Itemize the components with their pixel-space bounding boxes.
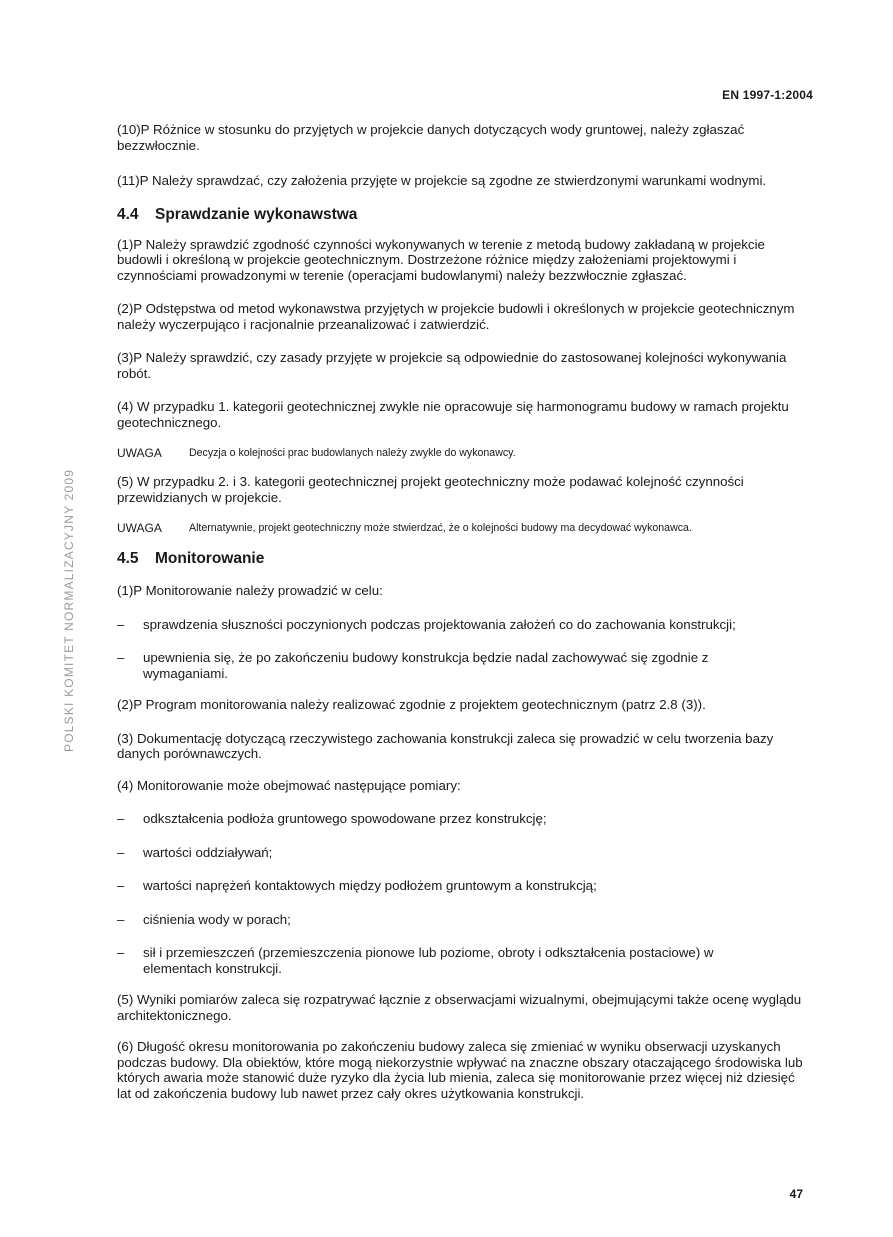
list-dash: – — [117, 650, 125, 665]
page-content — [117, 122, 810, 1101]
paragraph-4-5-4: (4) Monitorowanie może obejmować następujące pomiary: — [117, 777, 461, 793]
note — [117, 521, 810, 535]
paragraph-4-5-3: (3) Dokumentację dotyczącą rzeczywistego zachowania konstrukcji zaleca się prowadzić w celu tworzenia bazy danych porównawczych. — [117, 730, 774, 761]
paragraph-4-5-5: (5) Wyniki pomiarów zaleca się rozpatrywać łącznie z obserwacjami wizualnymi, obejmującymi także ocenę wyglądu architektonicznego. — [117, 992, 802, 1023]
list-dash: – — [117, 945, 125, 960]
paragraph-4-4-5: (5) W przypadku 2. i 3. kategorii geotechnicznej projekt geotechniczny może podawać kolejność czynności przewidzianych w projekcie. — [117, 474, 744, 505]
list-item — [117, 945, 810, 976]
page-number: 47 — [789, 1187, 803, 1201]
paragraph-10p: (10)P Różnice w stosunku do przyjętych w projekcie danych dotyczących wody gruntowej, należy zgłaszać bezzwłocznie. — [117, 122, 745, 153]
list-item-text: ciśnienia wody w porach; — [143, 911, 291, 927]
list-item — [117, 650, 810, 681]
note-label: UWAGA — [117, 521, 162, 535]
paragraph-4-5-1: (1)P Monitorowanie należy prowadzić w celu: — [117, 583, 383, 598]
list-dash: – — [117, 811, 125, 826]
paragraph-4-4-1: (1)P Należy sprawdzić zgodność czynności wykonywanych w terenie z metodą budowy zakładaną w projekcie budowli i określoną w projekcie geotechnicznym. Dostrzeżone różnice między założeniami projektowymi i czynnościami prowadzonymi w terenie (operacjami budowlanymi) należy bezzwłocznie zgłaszać. — [117, 236, 765, 283]
list-item — [117, 912, 810, 928]
section-number: 4.5 — [117, 550, 139, 567]
list-dash: – — [117, 844, 125, 860]
standard-code: EN 1997-1:2004 — [722, 88, 813, 102]
section-title: Monitorowanie — [155, 550, 265, 567]
list-item-text: wartości oddziaływań; — [143, 844, 273, 860]
section-heading-4-5 — [117, 549, 810, 569]
list-item-text: sił i przemieszczeń (przemieszczenia pionowe lub poziome, obroty i odkształcenia postaciowe) w elementach konstrukcji. — [143, 945, 714, 976]
list-item-text: wartości naprężeń kontaktowych między podłożem gruntowym a konstrukcją; — [143, 878, 597, 893]
watermark: POLSKI KOMITET NORMALIZACYJNY 2009 — [62, 468, 76, 752]
paragraph-4-4-2: (2)P Odstępstwa od metod wykonawstwa przyjętych w projekcie budowli i określonych w projekcie geotechnicznym należy wyczerpująco i racjonalnie przeanalizować i zatwierdzić. — [117, 301, 795, 332]
paragraph-4-5-2: (2)P Program monitorowania należy realizować zgodnie z projektem geotechnicznym (patrz 2.8 (3)). — [117, 697, 706, 712]
paragraph-4-4-4: (4) W przypadku 1. kategorii geotechnicznej zwykle nie opracowuje się harmonogramu budowy w ramach projektu geotechnicznego. — [117, 399, 789, 430]
note-text: Alternatywnie, projekt geotechniczny może stwierdzać, że o kolejności budowy ma decydować wykonawca. — [189, 522, 692, 534]
paragraph-11p: (11)P Należy sprawdzać, czy założenia przyjęte w projekcie są zgodne ze stwierdzonymi warunkami wodnymi. — [117, 173, 767, 188]
list-item — [117, 617, 810, 633]
list-item-text: odkształcenia podłoża gruntowego spowodowane przez konstrukcję; — [143, 811, 547, 826]
list-item — [117, 811, 810, 827]
paragraph-4-4-3: (3)P Należy sprawdzić, czy zasady przyjęte w projekcie są odpowiednie do zastosowanej kolejności wykonywania robót. — [117, 350, 787, 381]
note — [117, 446, 810, 460]
section-title: Sprawdzanie wykonawstwa — [155, 205, 358, 223]
note-label: UWAGA — [117, 446, 162, 460]
list-item-text: upewnienia się, że po zakończeniu budowy konstrukcja będzie nadal zachowywać się zgodnie z wymaganiami. — [143, 650, 709, 681]
list-item-text: sprawdzenia słuszności poczynionych podczas projektowania założeń co do zachowania konstrukcji; — [143, 616, 736, 632]
note-text: Decyzja o kolejności prac budowlanych należy zwykle do wykonawcy. — [189, 447, 516, 459]
list-item — [117, 878, 810, 894]
section-number: 4.4 — [117, 205, 139, 223]
section-heading-4-4 — [117, 205, 810, 225]
list-dash: – — [117, 616, 125, 632]
list-item — [117, 845, 810, 861]
list-dash: – — [117, 911, 125, 927]
list-dash: – — [117, 878, 125, 893]
paragraph-4-5-6: (6) Długość okresu monitorowania po zakończeniu budowy zaleca się zmieniać w wyniku obserwacji uzyskanych podczas budowy. Dla obiektów, które mogą niekorzystnie wpływać na znaczne obszary otaczającego środowiska lub których awaria może stanowić duże ryzyko dla życia lub mienia, zaleca się monitorowanie przez więcej niż dziesięć lat od zakończenia budowy lub nawet przez cały okres użytkowania konstrukcji. — [117, 1039, 803, 1101]
